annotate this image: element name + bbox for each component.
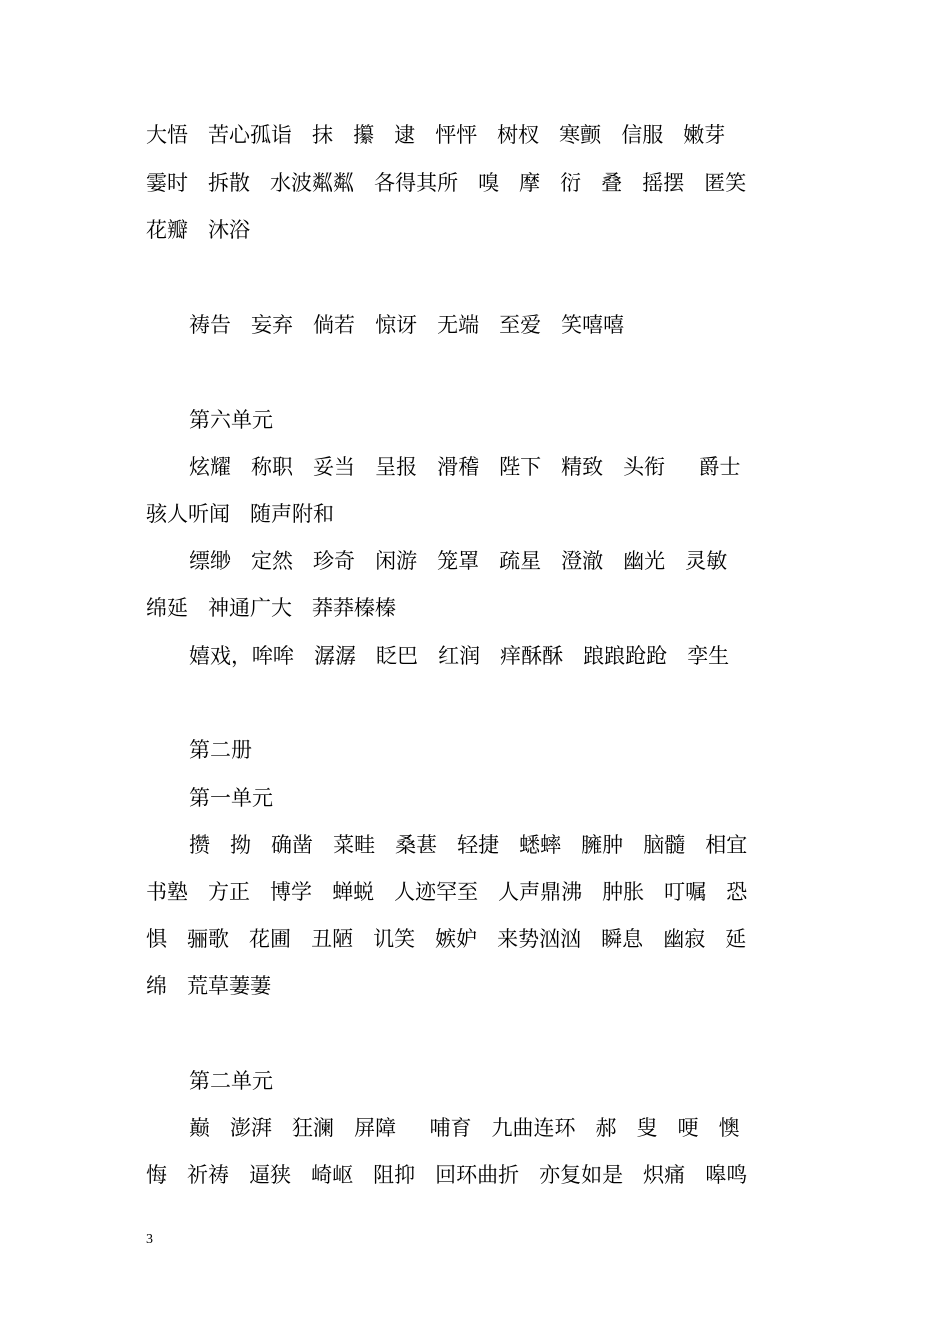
text-line: 炫耀 称职 妥当 呈报 滑稽 陛下 精致 头衔 爵士 (189, 455, 741, 479)
text-line: 惧 骊歌 花圃 丑陋 讥笑 嫉妒 来势汹汹 瞬息 幽寂 延 (146, 927, 747, 951)
text-line: 悔 祈祷 逼狭 崎岖 阻抑 回环曲折 亦复如是 炽痛 嗥鸣 (146, 1163, 748, 1187)
text-line: 绵 荒草萋萋 (146, 974, 272, 998)
text-line: 绵延 神通广大 莽莽榛榛 (146, 596, 397, 620)
section-heading: 第六单元 (189, 408, 273, 432)
section-heading: 第二单元 (189, 1069, 273, 1093)
text-line: 缥缈 定然 珍奇 闲游 笼罩 疏星 澄澈 幽光 灵敏 (189, 549, 728, 573)
page-number: 3 (146, 1232, 153, 1247)
text-line: 书塾 方正 博学 蝉蜕 人迹罕至 人声鼎沸 肿胀 叮嘱 恐 (146, 880, 748, 904)
text-line: 嬉戏，哞哞 潺潺 眨巴 红润 痒酥酥 踉踉跄跄 孪生 (189, 644, 730, 668)
text-line: 祷告 妄弃 倘若 惊讶 无端 至爱 笑嘻嘻 (189, 313, 625, 337)
text-line: 大悟 苦心孤诣 抹 攥 逮 怦怦 树杈 寒颤 信服 嫩芽 (146, 123, 726, 147)
section-heading: 第一单元 (189, 786, 273, 810)
book-heading: 第二册 (189, 738, 252, 762)
text-line: 攒 拗 确凿 菜畦 桑葚 轻捷 蟋蟀 臃肿 脑髓 相宜 (189, 833, 748, 857)
text-line: 骇人听闻 随声附和 (146, 502, 335, 526)
text-line: 巅 澎湃 狂澜 屏障 哺育 九曲连环 郝 叟 哽 懊 (189, 1116, 740, 1140)
text-line: 花瓣 沐浴 (146, 218, 251, 242)
text-line: 霎时 拆散 水波粼粼 各得其所 嗅 摩 衍 叠 摇摆 匿笑 (146, 171, 747, 195)
